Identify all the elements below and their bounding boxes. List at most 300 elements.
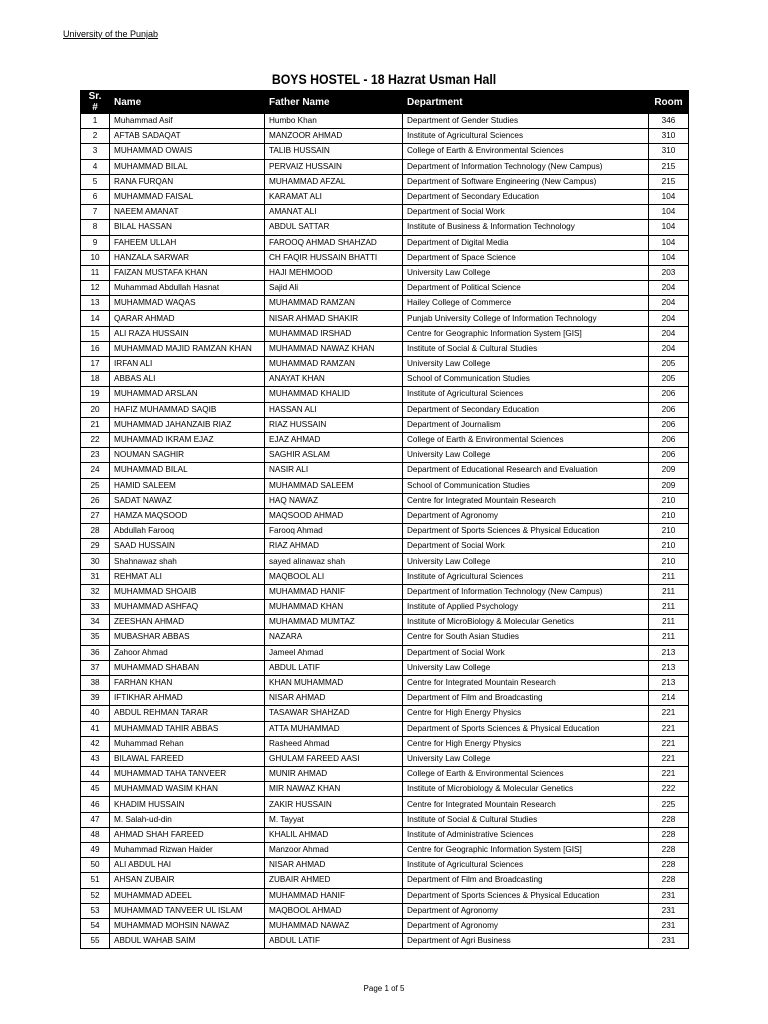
cell-department: Department of Information Technology (New Campus) bbox=[403, 584, 649, 599]
cell-department: College of Earth & Environmental Sciences bbox=[403, 767, 649, 782]
cell-father-name: GHULAM FAREED AASI bbox=[265, 751, 403, 766]
cell-department: Punjab University College of Information Technology bbox=[403, 311, 649, 326]
cell-department: Institute of Business & Information Technology bbox=[403, 220, 649, 235]
cell-father-name: MUHAMMAD KHAN bbox=[265, 600, 403, 615]
cell-sr: 15 bbox=[81, 326, 110, 341]
cell-father-name: SAGHIR ASLAM bbox=[265, 448, 403, 463]
cell-father-name: MUHAMMAD MUMTAZ bbox=[265, 615, 403, 630]
cell-department: Department of Journalism bbox=[403, 417, 649, 432]
cell-name: MUHAMMAD ARSLAN bbox=[110, 387, 265, 402]
table-row bbox=[81, 114, 689, 129]
table-row bbox=[81, 827, 689, 842]
cell-department: University Law College bbox=[403, 357, 649, 372]
cell-room: 231 bbox=[649, 934, 689, 949]
cell-father-name: ABDUL LATIF bbox=[265, 934, 403, 949]
cell-father-name: AMANAT ALI bbox=[265, 205, 403, 220]
cell-department: Department of Agri Business bbox=[403, 934, 649, 949]
institution-header: University of the Punjab bbox=[63, 29, 159, 39]
cell-room: 213 bbox=[649, 675, 689, 690]
cell-father-name: EJAZ AHMAD bbox=[265, 432, 403, 447]
cell-name: Abdullah Farooq bbox=[110, 524, 265, 539]
cell-sr: 53 bbox=[81, 903, 110, 918]
cell-name: M. Salah-ud-din bbox=[110, 812, 265, 827]
table-row bbox=[81, 235, 689, 250]
cell-room: 210 bbox=[649, 493, 689, 508]
cell-room: 221 bbox=[649, 721, 689, 736]
cell-department: Department of Space Science bbox=[403, 250, 649, 265]
cell-room: 228 bbox=[649, 827, 689, 842]
cell-name: Muhammad Asif bbox=[110, 114, 265, 129]
cell-sr: 2 bbox=[81, 129, 110, 144]
table-row bbox=[81, 265, 689, 280]
table-row bbox=[81, 463, 689, 478]
cell-sr: 38 bbox=[81, 675, 110, 690]
cell-name: HAMID SALEEM bbox=[110, 478, 265, 493]
cell-sr: 48 bbox=[81, 827, 110, 842]
table-row bbox=[81, 600, 689, 615]
column-header-father-name: Father Name bbox=[265, 91, 403, 114]
cell-father-name: MIR NAWAZ KHAN bbox=[265, 782, 403, 797]
cell-room: 214 bbox=[649, 691, 689, 706]
cell-father-name: TALIB HUSSAIN bbox=[265, 144, 403, 159]
cell-sr: 17 bbox=[81, 357, 110, 372]
cell-room: 211 bbox=[649, 615, 689, 630]
cell-department: Hailey College of Commerce bbox=[403, 296, 649, 311]
table-row bbox=[81, 782, 689, 797]
cell-father-name: Humbo Khan bbox=[265, 114, 403, 129]
cell-father-name: MUHAMMAD KHALID bbox=[265, 387, 403, 402]
table-row bbox=[81, 387, 689, 402]
cell-department: School of Communication Studies bbox=[403, 478, 649, 493]
table-row bbox=[81, 888, 689, 903]
cell-father-name: MAQBOOL AHMAD bbox=[265, 903, 403, 918]
cell-room: 204 bbox=[649, 326, 689, 341]
cell-name: QARAR AHMAD bbox=[110, 311, 265, 326]
cell-name: Shahnawaz shah bbox=[110, 554, 265, 569]
cell-name: MUHAMMAD MAJID RAMZAN KHAN bbox=[110, 341, 265, 356]
table-row bbox=[81, 918, 689, 933]
cell-room: 211 bbox=[649, 600, 689, 615]
table-row bbox=[81, 584, 689, 599]
table-row bbox=[81, 691, 689, 706]
table-row bbox=[81, 417, 689, 432]
cell-sr: 31 bbox=[81, 569, 110, 584]
cell-sr: 39 bbox=[81, 691, 110, 706]
table-row bbox=[81, 721, 689, 736]
cell-sr: 26 bbox=[81, 493, 110, 508]
cell-name: MUHAMMAD BILAL bbox=[110, 159, 265, 174]
cell-name: ABDUL WAHAB SAIM bbox=[110, 934, 265, 949]
cell-department: Department of Agronomy bbox=[403, 903, 649, 918]
cell-department: Centre for South Asian Studies bbox=[403, 630, 649, 645]
table-row bbox=[81, 402, 689, 417]
cell-father-name: NISAR AHMAD bbox=[265, 858, 403, 873]
cell-name: MUHAMMAD WAQAS bbox=[110, 296, 265, 311]
cell-father-name: MUHAMMAD RAMZAN bbox=[265, 357, 403, 372]
cell-father-name: MUHAMMAD HANIF bbox=[265, 584, 403, 599]
cell-name: ALI ABDUL HAI bbox=[110, 858, 265, 873]
table-row bbox=[81, 493, 689, 508]
cell-sr: 34 bbox=[81, 615, 110, 630]
cell-sr: 19 bbox=[81, 387, 110, 402]
cell-sr: 30 bbox=[81, 554, 110, 569]
cell-father-name: ANAYAT KHAN bbox=[265, 372, 403, 387]
cell-sr: 13 bbox=[81, 296, 110, 311]
table-row bbox=[81, 797, 689, 812]
column-header-sr: Sr. # bbox=[81, 91, 110, 114]
cell-room: 221 bbox=[649, 706, 689, 721]
table-row bbox=[81, 129, 689, 144]
table-row bbox=[81, 448, 689, 463]
cell-name: KHADIM HUSSAIN bbox=[110, 797, 265, 812]
cell-room: 204 bbox=[649, 281, 689, 296]
cell-sr: 50 bbox=[81, 858, 110, 873]
cell-name: ZEESHAN AHMAD bbox=[110, 615, 265, 630]
table-row bbox=[81, 144, 689, 159]
cell-room: 204 bbox=[649, 311, 689, 326]
cell-name: ABBAS ALI bbox=[110, 372, 265, 387]
table-row bbox=[81, 341, 689, 356]
cell-sr: 9 bbox=[81, 235, 110, 250]
cell-father-name: Farooq Ahmad bbox=[265, 524, 403, 539]
cell-father-name: ZUBAIR AHMED bbox=[265, 873, 403, 888]
cell-name: RANA FURQAN bbox=[110, 174, 265, 189]
cell-sr: 18 bbox=[81, 372, 110, 387]
cell-department: Department of Secondary Education bbox=[403, 189, 649, 204]
table-row bbox=[81, 281, 689, 296]
table-row bbox=[81, 706, 689, 721]
cell-sr: 10 bbox=[81, 250, 110, 265]
cell-department: University Law College bbox=[403, 265, 649, 280]
table-row bbox=[81, 736, 689, 751]
column-header-room: Room bbox=[649, 91, 689, 114]
cell-room: 206 bbox=[649, 448, 689, 463]
cell-room: 222 bbox=[649, 782, 689, 797]
cell-name: IFTIKHAR AHMAD bbox=[110, 691, 265, 706]
cell-sr: 14 bbox=[81, 311, 110, 326]
cell-department: Centre for High Energy Physics bbox=[403, 706, 649, 721]
cell-room: 211 bbox=[649, 569, 689, 584]
cell-sr: 23 bbox=[81, 448, 110, 463]
cell-father-name: ATTA MUHAMMAD bbox=[265, 721, 403, 736]
cell-room: 310 bbox=[649, 129, 689, 144]
cell-department: Department of Social Work bbox=[403, 539, 649, 554]
cell-department: Centre for Geographic Information System [GIS] bbox=[403, 326, 649, 341]
cell-department: Institute of Social & Cultural Studies bbox=[403, 341, 649, 356]
cell-department: University Law College bbox=[403, 448, 649, 463]
cell-room: 209 bbox=[649, 478, 689, 493]
cell-room: 206 bbox=[649, 402, 689, 417]
cell-father-name: Manzoor Ahmad bbox=[265, 843, 403, 858]
cell-room: 228 bbox=[649, 858, 689, 873]
cell-name: MUHAMMAD ADEEL bbox=[110, 888, 265, 903]
cell-sr: 37 bbox=[81, 660, 110, 675]
cell-department: Centre for High Energy Physics bbox=[403, 736, 649, 751]
cell-sr: 51 bbox=[81, 873, 110, 888]
cell-father-name: MUHAMMAD NAWAZ bbox=[265, 918, 403, 933]
cell-name: MUBASHAR ABBAS bbox=[110, 630, 265, 645]
table-header-row bbox=[81, 91, 689, 114]
cell-department: Department of Film and Broadcasting bbox=[403, 691, 649, 706]
cell-sr: 29 bbox=[81, 539, 110, 554]
table-row bbox=[81, 858, 689, 873]
cell-department: University Law College bbox=[403, 554, 649, 569]
cell-sr: 11 bbox=[81, 265, 110, 280]
cell-sr: 8 bbox=[81, 220, 110, 235]
cell-father-name: M. Tayyat bbox=[265, 812, 403, 827]
cell-sr: 55 bbox=[81, 934, 110, 949]
cell-father-name: CH FAQIR HUSSAIN BHATTI bbox=[265, 250, 403, 265]
table-row bbox=[81, 812, 689, 827]
cell-name: AHMAD SHAH FAREED bbox=[110, 827, 265, 842]
cell-department: Centre for Integrated Mountain Research bbox=[403, 797, 649, 812]
cell-department: Centre for Geographic Information System [GIS] bbox=[403, 843, 649, 858]
cell-father-name: MANZOOR AHMAD bbox=[265, 129, 403, 144]
cell-name: SADAT NAWAZ bbox=[110, 493, 265, 508]
cell-room: 104 bbox=[649, 250, 689, 265]
cell-department: Department of Digital Media bbox=[403, 235, 649, 250]
cell-sr: 46 bbox=[81, 797, 110, 812]
cell-sr: 44 bbox=[81, 767, 110, 782]
cell-department: Institute of Agricultural Sciences bbox=[403, 387, 649, 402]
cell-department: College of Earth & Environmental Sciences bbox=[403, 432, 649, 447]
cell-department: Department of Sports Sciences & Physical Education bbox=[403, 888, 649, 903]
cell-department: Department of Information Technology (New Campus) bbox=[403, 159, 649, 174]
cell-room: 205 bbox=[649, 357, 689, 372]
cell-room: 210 bbox=[649, 554, 689, 569]
cell-name: Zahoor Ahmad bbox=[110, 645, 265, 660]
cell-father-name: RIAZ AHMAD bbox=[265, 539, 403, 554]
cell-father-name: MUNIR AHMAD bbox=[265, 767, 403, 782]
cell-department: Institute of Agricultural Sciences bbox=[403, 129, 649, 144]
cell-room: 213 bbox=[649, 645, 689, 660]
cell-sr: 40 bbox=[81, 706, 110, 721]
cell-department: University Law College bbox=[403, 660, 649, 675]
cell-name: Muhammad Rizwan Haider bbox=[110, 843, 265, 858]
cell-room: 221 bbox=[649, 736, 689, 751]
table-row bbox=[81, 660, 689, 675]
table-row bbox=[81, 539, 689, 554]
cell-sr: 42 bbox=[81, 736, 110, 751]
cell-room: 205 bbox=[649, 372, 689, 387]
cell-department: Institute of Agricultural Sciences bbox=[403, 858, 649, 873]
cell-department: Department of Gender Studies bbox=[403, 114, 649, 129]
cell-father-name: TASAWAR SHAHZAD bbox=[265, 706, 403, 721]
cell-name: MUHAMMAD TAHIR ABBAS bbox=[110, 721, 265, 736]
cell-father-name: sayed alinawaz shah bbox=[265, 554, 403, 569]
cell-room: 210 bbox=[649, 539, 689, 554]
cell-father-name: KHALIL AHMAD bbox=[265, 827, 403, 842]
cell-sr: 54 bbox=[81, 918, 110, 933]
table-row bbox=[81, 645, 689, 660]
cell-room: 209 bbox=[649, 463, 689, 478]
column-header-department: Department bbox=[403, 91, 649, 114]
cell-name: REHMAT ALI bbox=[110, 569, 265, 584]
table-row bbox=[81, 357, 689, 372]
cell-sr: 20 bbox=[81, 402, 110, 417]
cell-department: Institute of Applied Psychology bbox=[403, 600, 649, 615]
table-row bbox=[81, 675, 689, 690]
cell-name: NAEEM AMANAT bbox=[110, 205, 265, 220]
cell-father-name: FAROOQ AHMAD SHAHZAD bbox=[265, 235, 403, 250]
cell-room: 204 bbox=[649, 341, 689, 356]
cell-name: Muhammad Rehan bbox=[110, 736, 265, 751]
hostel-table-container bbox=[80, 90, 688, 949]
cell-name: Muhammad Abdullah Hasnat bbox=[110, 281, 265, 296]
cell-name: MUHAMMAD JAHANZAIB RIAZ bbox=[110, 417, 265, 432]
table-row bbox=[81, 432, 689, 447]
cell-sr: 47 bbox=[81, 812, 110, 827]
table-row bbox=[81, 174, 689, 189]
cell-name: MUHAMMAD BILAL bbox=[110, 463, 265, 478]
cell-department: Institute of Agricultural Sciences bbox=[403, 569, 649, 584]
cell-sr: 22 bbox=[81, 432, 110, 447]
cell-name: FAIZAN MUSTAFA KHAN bbox=[110, 265, 265, 280]
page-title: BOYS HOSTEL - 18 Hazrat Usman Hall bbox=[271, 71, 497, 87]
table-header bbox=[81, 91, 689, 114]
cell-room: 346 bbox=[649, 114, 689, 129]
cell-department: College of Earth & Environmental Sciences bbox=[403, 144, 649, 159]
table-row bbox=[81, 615, 689, 630]
cell-name: AHSAN ZUBAIR bbox=[110, 873, 265, 888]
cell-name: MUHAMMAD ASHFAQ bbox=[110, 600, 265, 615]
cell-father-name: KARAMAT ALI bbox=[265, 189, 403, 204]
cell-sr: 24 bbox=[81, 463, 110, 478]
cell-room: 225 bbox=[649, 797, 689, 812]
cell-room: 228 bbox=[649, 843, 689, 858]
cell-father-name: HASSAN ALI bbox=[265, 402, 403, 417]
cell-department: Institute of Social & Cultural Studies bbox=[403, 812, 649, 827]
cell-name: MUHAMMAD TAHA TANVEER bbox=[110, 767, 265, 782]
table-row bbox=[81, 326, 689, 341]
cell-sr: 32 bbox=[81, 584, 110, 599]
table-row bbox=[81, 767, 689, 782]
cell-father-name: Sajid Ali bbox=[265, 281, 403, 296]
cell-father-name: MUHAMMAD HANIF bbox=[265, 888, 403, 903]
cell-department: Department of Educational Research and Evaluation bbox=[403, 463, 649, 478]
cell-father-name: PERVAIZ HUSSAIN bbox=[265, 159, 403, 174]
cell-department: Department of Sports Sciences & Physical Education bbox=[403, 524, 649, 539]
cell-sr: 21 bbox=[81, 417, 110, 432]
cell-room: 104 bbox=[649, 205, 689, 220]
cell-room: 210 bbox=[649, 508, 689, 523]
cell-room: 204 bbox=[649, 296, 689, 311]
cell-sr: 35 bbox=[81, 630, 110, 645]
cell-room: 211 bbox=[649, 630, 689, 645]
table-row bbox=[81, 843, 689, 858]
cell-name: FARHAN KHAN bbox=[110, 675, 265, 690]
cell-name: AFTAB SADAQAT bbox=[110, 129, 265, 144]
cell-sr: 45 bbox=[81, 782, 110, 797]
cell-name: ALI RAZA HUSSAIN bbox=[110, 326, 265, 341]
cell-sr: 1 bbox=[81, 114, 110, 129]
cell-name: MUHAMMAD OWAIS bbox=[110, 144, 265, 159]
cell-department: Department of Political Science bbox=[403, 281, 649, 296]
table-row bbox=[81, 569, 689, 584]
cell-department: Institute of MicroBiology & Molecular Genetics bbox=[403, 615, 649, 630]
table-row bbox=[81, 751, 689, 766]
cell-father-name: MUHAMMAD SALEEM bbox=[265, 478, 403, 493]
cell-room: 213 bbox=[649, 660, 689, 675]
cell-room: 228 bbox=[649, 873, 689, 888]
table-row bbox=[81, 630, 689, 645]
cell-father-name: Rasheed Ahmad bbox=[265, 736, 403, 751]
cell-department: Department of Agronomy bbox=[403, 508, 649, 523]
cell-sr: 6 bbox=[81, 189, 110, 204]
cell-sr: 27 bbox=[81, 508, 110, 523]
cell-room: 310 bbox=[649, 144, 689, 159]
cell-sr: 43 bbox=[81, 751, 110, 766]
cell-father-name: ABDUL SATTAR bbox=[265, 220, 403, 235]
cell-name: MUHAMMAD MOHSIN NAWAZ bbox=[110, 918, 265, 933]
cell-father-name: MAQSOOD AHMAD bbox=[265, 508, 403, 523]
table-row bbox=[81, 524, 689, 539]
cell-department: Department of Social Work bbox=[403, 205, 649, 220]
cell-department: Institute of Administrative Sciences bbox=[403, 827, 649, 842]
cell-sr: 33 bbox=[81, 600, 110, 615]
cell-name: HAMZA MAQSOOD bbox=[110, 508, 265, 523]
cell-room: 231 bbox=[649, 918, 689, 933]
cell-name: BILAL HASSAN bbox=[110, 220, 265, 235]
cell-father-name: MUHAMMAD AFZAL bbox=[265, 174, 403, 189]
cell-father-name: MUHAMMAD RAMZAN bbox=[265, 296, 403, 311]
cell-father-name: MAQBOOL ALI bbox=[265, 569, 403, 584]
cell-father-name: Jameel Ahmad bbox=[265, 645, 403, 660]
cell-name: MUHAMMAD FAISAL bbox=[110, 189, 265, 204]
cell-room: 203 bbox=[649, 265, 689, 280]
cell-name: HANZALA SARWAR bbox=[110, 250, 265, 265]
table-row bbox=[81, 296, 689, 311]
cell-room: 104 bbox=[649, 235, 689, 250]
cell-father-name: ZAKIR HUSSAIN bbox=[265, 797, 403, 812]
cell-name: MUHAMMAD SHOAIB bbox=[110, 584, 265, 599]
cell-room: 210 bbox=[649, 524, 689, 539]
cell-father-name: MUHAMMAD NAWAZ KHAN bbox=[265, 341, 403, 356]
cell-name: MUHAMMAD SHABAN bbox=[110, 660, 265, 675]
cell-room: 206 bbox=[649, 432, 689, 447]
cell-name: IRFAN ALI bbox=[110, 357, 265, 372]
table-row bbox=[81, 189, 689, 204]
table-row bbox=[81, 220, 689, 235]
table-row bbox=[81, 934, 689, 949]
cell-room: 215 bbox=[649, 159, 689, 174]
cell-department: Department of Social Work bbox=[403, 645, 649, 660]
cell-sr: 36 bbox=[81, 645, 110, 660]
cell-room: 221 bbox=[649, 751, 689, 766]
table-row bbox=[81, 508, 689, 523]
cell-department: Department of Software Engineering (New Campus) bbox=[403, 174, 649, 189]
cell-sr: 49 bbox=[81, 843, 110, 858]
cell-room: 221 bbox=[649, 767, 689, 782]
cell-sr: 41 bbox=[81, 721, 110, 736]
cell-sr: 28 bbox=[81, 524, 110, 539]
cell-department: Institute of Microbiology & Molecular Genetics bbox=[403, 782, 649, 797]
cell-room: 228 bbox=[649, 812, 689, 827]
cell-sr: 3 bbox=[81, 144, 110, 159]
cell-father-name: HAJI MEHMOOD bbox=[265, 265, 403, 280]
cell-sr: 12 bbox=[81, 281, 110, 296]
cell-sr: 4 bbox=[81, 159, 110, 174]
cell-sr: 16 bbox=[81, 341, 110, 356]
table-row bbox=[81, 311, 689, 326]
column-header-name: Name bbox=[110, 91, 265, 114]
cell-sr: 52 bbox=[81, 888, 110, 903]
cell-room: 215 bbox=[649, 174, 689, 189]
cell-room: 231 bbox=[649, 888, 689, 903]
cell-department: Department of Sports Sciences & Physical Education bbox=[403, 721, 649, 736]
table-row bbox=[81, 873, 689, 888]
cell-father-name: NAZARA bbox=[265, 630, 403, 645]
